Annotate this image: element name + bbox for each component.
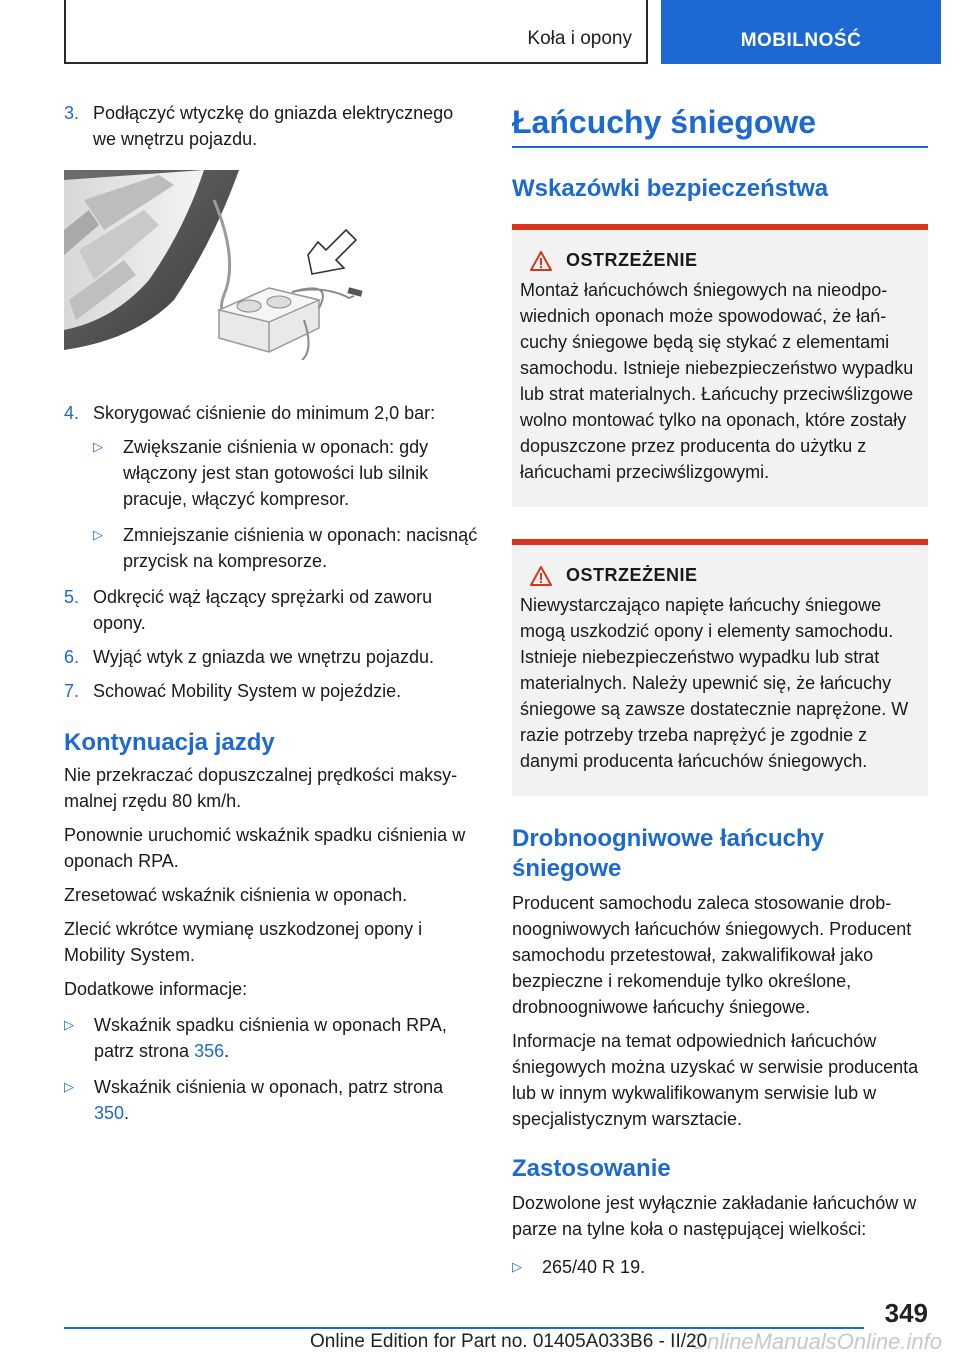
list-item-text: Wskaźnik spadku ciśnienia w oponach RPA, patrz strona	[94, 1015, 447, 1061]
list-item-text: Zmniejszanie ciśnienia w oponach: nacisnąć przycisk na kompresorze.	[123, 525, 478, 571]
triangle-bullet-icon: ▷	[93, 527, 103, 542]
paragraph: Zresetować wskaźnik ciśnienia w oponach.	[64, 885, 408, 905]
triangle-bullet-icon: ▷	[64, 1017, 74, 1032]
paragraph: Dodatkowe informacje:	[64, 979, 248, 999]
triangle-bullet-icon: ▷	[64, 1079, 74, 1094]
list-item	[93, 522, 480, 574]
page-link-350[interactable]: 350	[94, 1103, 125, 1123]
page-link-356[interactable]: 356	[194, 1041, 225, 1061]
main-heading: Łańcuchy śniegowe	[512, 104, 817, 140]
warning-text: Niewystarczająco napięte łańcuchy śniegowe mogą uszkodzić opony i elementy samochodu. Istnieje niebezpieczeństwo wypadku lub strat materialnych. Należy upewnić się, że łańcuchy śniegowe są zawsze dostatecznie naprężone. W razie potrzeby trzeba naprężyć je zgodnie z danymi producenta łańcuchów śniegowych.	[520, 595, 909, 771]
period: .	[224, 1041, 230, 1061]
page-header	[0, 0, 960, 66]
step-number: 5.	[64, 587, 80, 607]
edition-info: Online Edition for Part no. 01405A033B6 - II/20	[310, 1331, 708, 1352]
step-number: 7.	[64, 681, 80, 701]
step-6	[64, 644, 480, 670]
step-text: Wyjąć wtyk z gniazda we wnętrzu pojazdu.	[93, 647, 434, 667]
paragraph: Producent samochodu zaleca stosowanie drobnoogniwowych łańcuchów śniegowych. Producent samochodu przetestował, zakwalifikował jako bezpieczne i rekomenduje tylko określone, drobnoogniwowe łańcuchy śniegowe.	[512, 893, 912, 1017]
triangle-bullet-icon: ▷	[93, 439, 103, 454]
warning-box-1	[512, 224, 928, 507]
watermark: OnlineManualsOnline.info	[690, 1329, 942, 1354]
triangle-bullet-icon: ▷	[512, 1259, 522, 1274]
step-7	[64, 678, 480, 704]
section-title: Koła i opony	[527, 28, 632, 49]
warning-text: Montaż łańcuchówch śniegowych na nieodpowiednich oponach może spowodować, że łańcuchy śniegowe będą się stykać z elementami samochodu. Istnieje niebezpieczeństwo wypadku lub strat materialnych. Łańcuchy przeciwślizgowe wolno montować tylko na oponach, które zostały dopuszczone przez producenta do użytku z łańcuchami przeciwślizgowymi.	[520, 280, 914, 482]
left-column	[64, 100, 480, 1126]
tire-compressor-image	[64, 170, 450, 360]
right-column	[512, 102, 928, 1280]
step-number: 4.	[64, 403, 80, 423]
step-3	[64, 100, 480, 152]
safety-heading: Wskazówki bezpieczeństwa	[512, 175, 829, 202]
step-text: Odkręcić wąż łączący sprężarki od zaworu opony.	[93, 587, 433, 633]
step-text: Skorygować ciśnienie do minimum 2,0 bar:	[93, 403, 436, 423]
paragraph: Nie przekraczać dopuszczalnej prędkości maksymalnej rzędu 80 km/h.	[64, 765, 458, 811]
warning-title: OSTRZEŻENIE	[520, 250, 920, 271]
list-item	[64, 1074, 480, 1126]
zastosowanie-heading: Zastosowanie	[512, 1155, 671, 1182]
period: .	[124, 1103, 130, 1123]
paragraph: Ponownie uruchomić wskaźnik spadku ciśnienia w oponach RPA.	[64, 825, 466, 871]
list-item-text: 265/40 R 19.	[542, 1257, 646, 1277]
step-number: 3.	[64, 103, 80, 123]
paragraph: Informacje na temat odpowiednich łańcuchów śniegowych można uzyskać w serwisie producenta lub w innym wykwalifikowanym serwisie lub w specjalistycznym warsztacie.	[512, 1031, 919, 1129]
page-number: 349	[884, 1298, 928, 1328]
step-number: 6.	[64, 647, 80, 667]
fine-chain-heading: Drobnoogniwowe łańcuchy śniegowe	[512, 825, 825, 882]
step-5	[64, 584, 480, 636]
list-item	[93, 434, 480, 512]
list-item	[64, 1012, 480, 1064]
warning-triangle-icon	[530, 251, 552, 271]
list-item-text: Zwiększanie ciśnienia w oponach: gdy włączony jest stan gotowości lub silnik pracuje, włączyć kompresor.	[123, 437, 429, 509]
section-heading-kontynuacja: Kontynuacja jazdy	[64, 729, 275, 756]
paragraph: Dozwolone jest wyłącznie zakładanie łańcuchów w parze na tylne koła o następującej wielkości:	[512, 1193, 917, 1239]
warning-box-2	[512, 539, 928, 796]
warning-triangle-icon	[530, 566, 552, 586]
paragraph: Zlecić wkrótce wymianę uszkodzonej opony i Mobility System.	[64, 919, 423, 965]
list-item	[512, 1254, 928, 1280]
section-tab	[64, 0, 648, 64]
chapter-tab: MOBILNOŚĆ	[661, 0, 941, 64]
step-text: Schować Mobility System w pojeździe.	[93, 681, 402, 701]
step-text: Podłączyć wtyczkę do gniazda elektrycznego we wnętrzu pojazdu.	[93, 103, 454, 149]
step-4	[64, 400, 480, 426]
list-item-text: Wskaźnik ciśnienia w oponach, patrz strona	[94, 1077, 444, 1097]
warning-title: OSTRZEŻENIE	[520, 565, 920, 586]
compressor-illustration	[64, 170, 450, 360]
